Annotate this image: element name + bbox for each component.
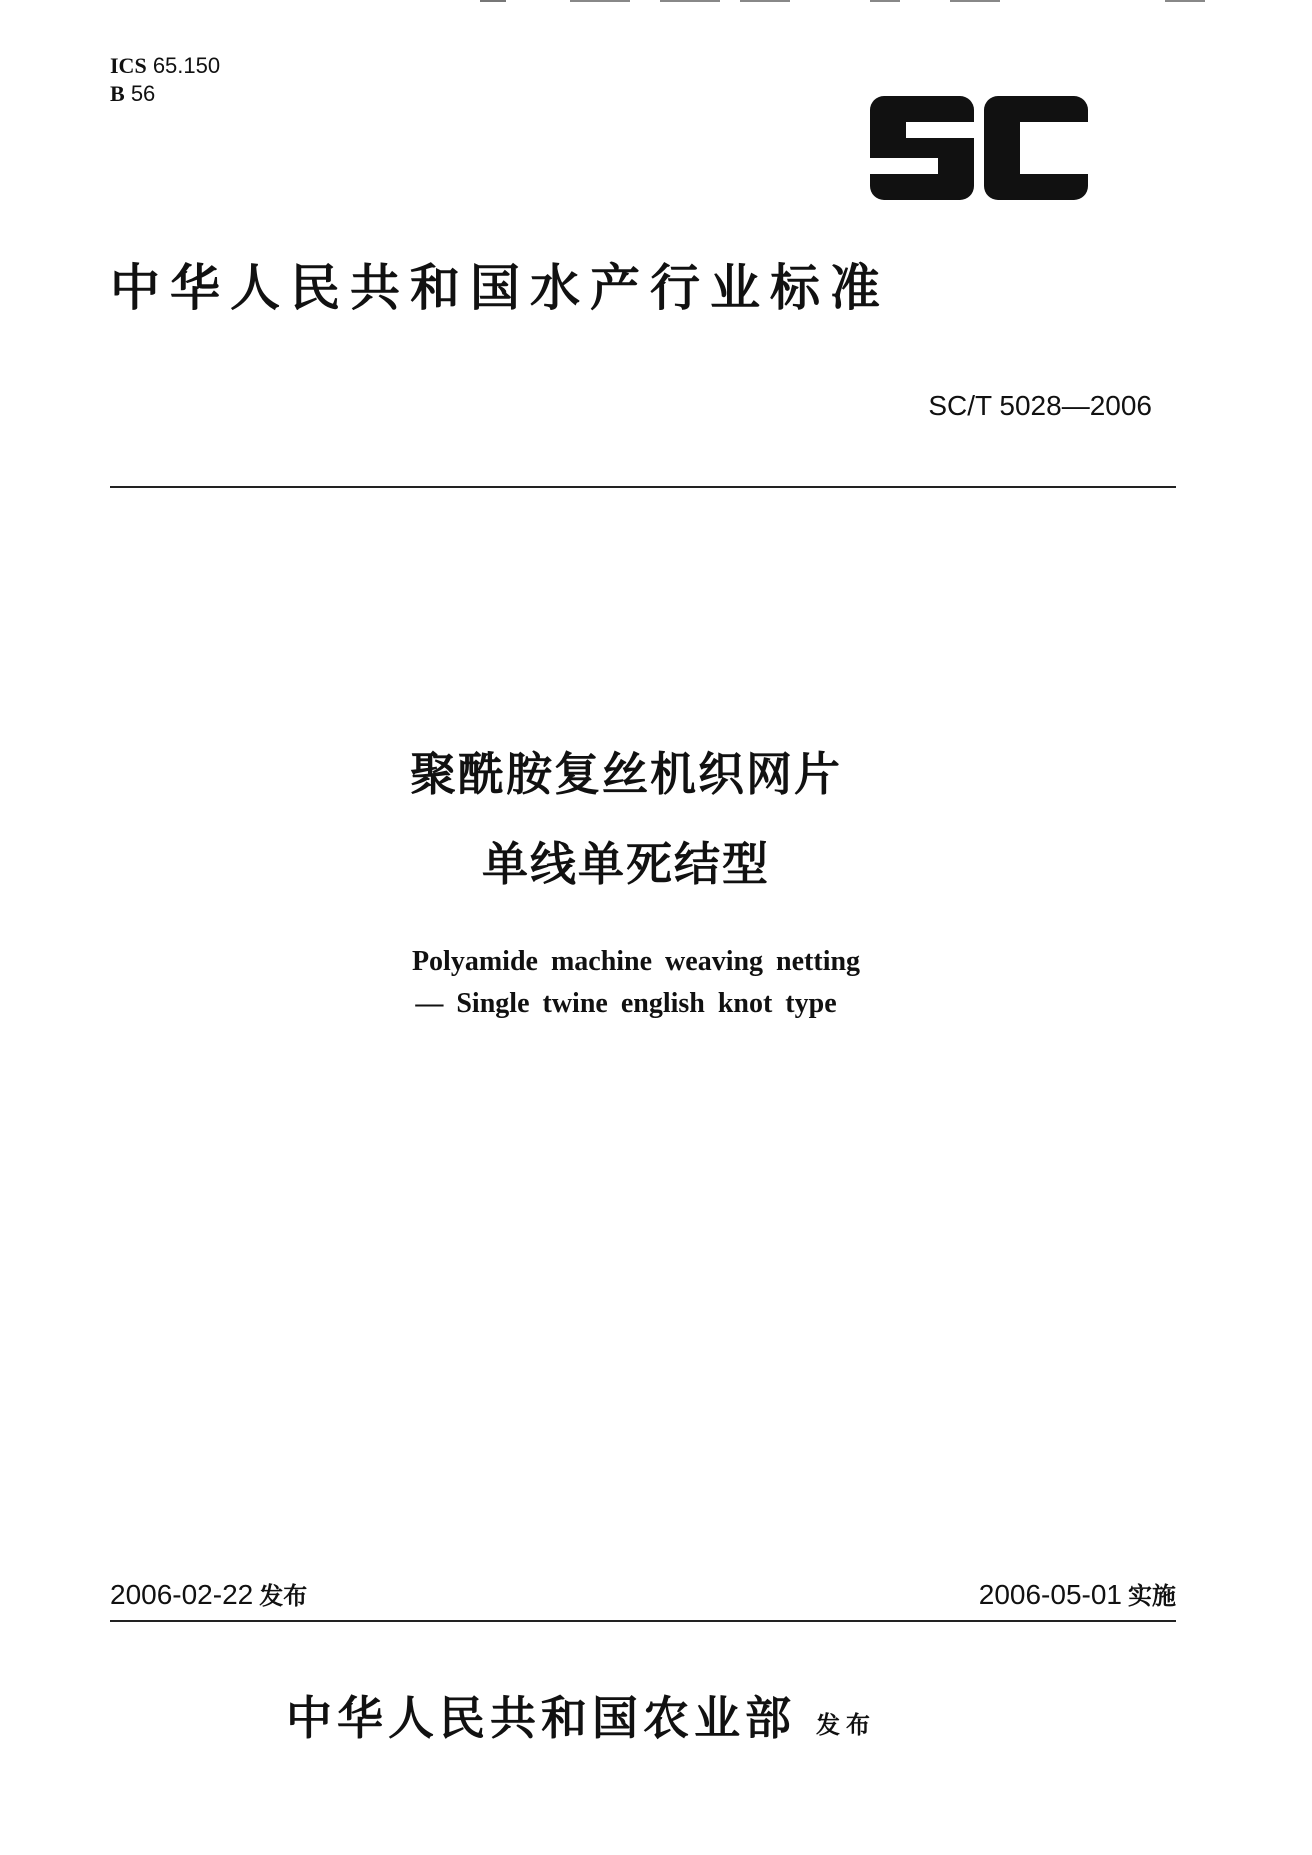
- ics-code: 65.150: [152, 53, 221, 78]
- standard-category-title: 中华人民共和国水产行业标准: [110, 259, 890, 317]
- publisher-name: 中华人民共和国农业部: [286, 1691, 796, 1745]
- publisher-label: 发布: [816, 1710, 876, 1739]
- implement-date-block: [979, 1576, 1176, 1611]
- sc-logo: [870, 96, 1088, 200]
- issue-label: 发布: [259, 1582, 308, 1610]
- ccs-label: B: [110, 81, 125, 106]
- implement-date: 2006-05-01: [978, 1579, 1122, 1610]
- standard-number: SC/T 5028—2006: [928, 390, 1152, 421]
- issue-date-block: [110, 1576, 307, 1611]
- chinese-title-line-2: 单线单死结型: [482, 837, 770, 891]
- top-divider: [110, 486, 1176, 488]
- ics-label: ICS: [110, 53, 147, 78]
- classification-codes: [110, 52, 220, 108]
- bottom-divider: [110, 1620, 1176, 1622]
- ccs-code: 56: [130, 81, 156, 106]
- issue-date: 2006-02-22: [110, 1579, 254, 1610]
- ics-code-row: [110, 52, 220, 80]
- english-title-line-2: — Single twine english knot type: [415, 988, 837, 1019]
- ccs-code-row: [110, 80, 220, 108]
- scan-artifacts: [0, 0, 1312, 6]
- implement-label: 实施: [1128, 1582, 1176, 1610]
- chinese-title-line-1: 聚酰胺复丝机织网片: [410, 747, 842, 801]
- publisher-block: [286, 1682, 876, 1748]
- english-title-line-1: Polyamide machine weaving netting: [411, 946, 861, 977]
